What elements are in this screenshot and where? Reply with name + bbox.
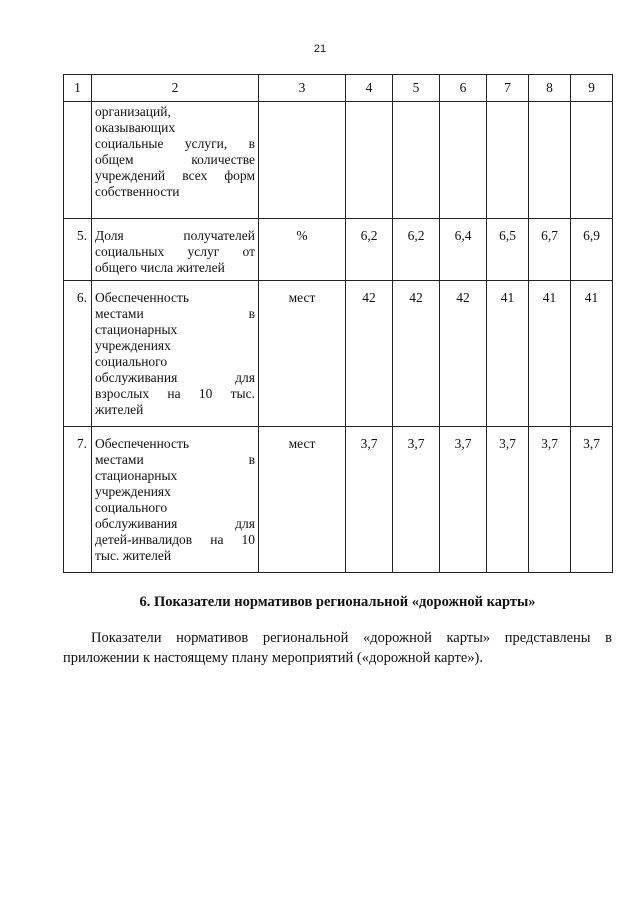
header-cell: 8 bbox=[529, 75, 571, 102]
indicator-name-cell bbox=[92, 102, 259, 219]
indicator-name-line: собственности bbox=[95, 184, 180, 199]
header-cell: 4 bbox=[346, 75, 393, 102]
value-cell: 3,7 bbox=[487, 427, 529, 573]
indicator-name-line: тыс. жителей bbox=[95, 548, 172, 563]
unit-cell: мест bbox=[259, 427, 346, 573]
value-cell: 41 bbox=[571, 281, 613, 427]
indicator-name-line: обслуживания для bbox=[95, 370, 255, 385]
value-cell: 6,2 bbox=[393, 219, 440, 281]
value-cell: 42 bbox=[440, 281, 487, 427]
indicator-name-line: местами в bbox=[95, 306, 255, 321]
value-cell bbox=[393, 102, 440, 219]
indicator-name-line: Обеспеченность bbox=[95, 290, 190, 305]
indicators-table bbox=[63, 74, 613, 573]
table-row bbox=[64, 102, 613, 219]
indicator-name-line: учреждениях bbox=[95, 338, 171, 353]
section-paragraph: Показатели нормативов региональной «дорожной карты» представлены в приложении к настоящему плану мероприятий («дорожной карте»). bbox=[63, 630, 612, 666]
table-header-row bbox=[64, 75, 613, 102]
value-cell: 42 bbox=[346, 281, 393, 427]
table-row bbox=[64, 281, 613, 427]
indicator-name-line: социального bbox=[95, 500, 168, 515]
value-cell bbox=[529, 102, 571, 219]
row-index-cell bbox=[64, 102, 92, 219]
indicator-name-line: социальные услуги, в bbox=[95, 136, 255, 151]
value-cell: 3,7 bbox=[346, 427, 393, 573]
indicator-name-line: общем количестве bbox=[95, 152, 255, 167]
indicator-name-line: оказывающих bbox=[95, 120, 176, 135]
row-index-cell: 7. bbox=[64, 427, 92, 573]
unit-cell bbox=[259, 102, 346, 219]
row-index-cell: 5. bbox=[64, 219, 92, 281]
header-cell: 9 bbox=[571, 75, 613, 102]
value-cell: 6,4 bbox=[440, 219, 487, 281]
header-cell: 5 bbox=[393, 75, 440, 102]
table-row bbox=[64, 219, 613, 281]
indicator-name-line: местами в bbox=[95, 452, 255, 467]
header-cell: 7 bbox=[487, 75, 529, 102]
table-body bbox=[64, 102, 613, 573]
value-cell: 41 bbox=[487, 281, 529, 427]
indicator-name-line: учреждениях bbox=[95, 484, 171, 499]
indicator-name-line: обслуживания для bbox=[95, 516, 255, 531]
indicator-name-line: социального bbox=[95, 354, 168, 369]
header-cell: 3 bbox=[259, 75, 346, 102]
value-cell bbox=[487, 102, 529, 219]
unit-cell: % bbox=[259, 219, 346, 281]
indicator-name-line: Доля получателей bbox=[95, 228, 255, 243]
value-cell: 6,9 bbox=[571, 219, 613, 281]
indicator-name-line: стационарных bbox=[95, 322, 178, 337]
table-row bbox=[64, 427, 613, 573]
value-cell bbox=[571, 102, 613, 219]
indicator-name-line: Обеспеченность bbox=[95, 436, 190, 451]
page-number: 21 bbox=[313, 43, 327, 55]
value-cell: 3,7 bbox=[571, 427, 613, 573]
value-cell bbox=[346, 102, 393, 219]
value-cell: 3,7 bbox=[440, 427, 487, 573]
header-cell: 2 bbox=[92, 75, 259, 102]
indicator-name-cell bbox=[92, 281, 259, 427]
header-cell: 6 bbox=[440, 75, 487, 102]
indicator-name-line: общего числа жителей bbox=[95, 260, 225, 275]
indicator-name-line: взрослых на 10 тыс. bbox=[95, 386, 255, 401]
indicator-name-cell bbox=[92, 219, 259, 281]
row-index-cell: 6. bbox=[64, 281, 92, 427]
indicator-name-line: жителей bbox=[95, 402, 144, 417]
indicator-name-line: детей-инвалидов на 10 bbox=[95, 532, 255, 547]
section-title: 6. Показатели нормативов региональной «дорожной карты» bbox=[139, 594, 536, 610]
header-cell: 1 bbox=[64, 75, 92, 102]
value-cell bbox=[440, 102, 487, 219]
indicator-name-line: стационарных bbox=[95, 468, 178, 483]
value-cell: 3,7 bbox=[529, 427, 571, 573]
value-cell: 6,2 bbox=[346, 219, 393, 281]
unit-cell: мест bbox=[259, 281, 346, 427]
value-cell: 3,7 bbox=[393, 427, 440, 573]
indicator-name-line: учреждений всех форм bbox=[95, 168, 255, 183]
value-cell: 41 bbox=[529, 281, 571, 427]
value-cell: 6,7 bbox=[529, 219, 571, 281]
indicator-name-cell bbox=[92, 427, 259, 573]
indicator-name-line: социальных услуг от bbox=[95, 244, 255, 259]
value-cell: 6,5 bbox=[487, 219, 529, 281]
value-cell: 42 bbox=[393, 281, 440, 427]
indicator-name-line: организаций, bbox=[95, 104, 171, 119]
